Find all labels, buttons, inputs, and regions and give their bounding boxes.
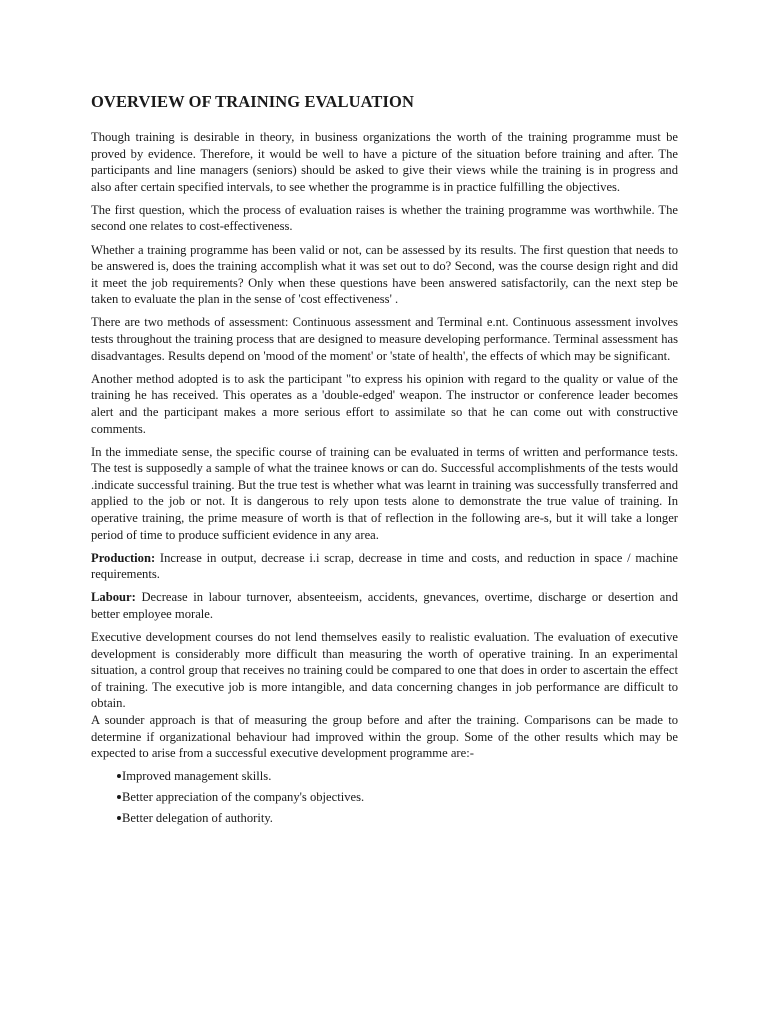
- labour-label: Labour:: [91, 590, 136, 605]
- paragraph-first-question: The first question, which the process of evaluation raises is whether the training programme was worthwhile. The second one relates to cost-effectiveness.: [91, 202, 678, 234]
- paragraph-intro: Though training is desirable in theory, in business organizations the worth of the training programme must be proved by evidence. Therefore, it would be well to have a picture of the situation before training and after. The participants and line managers (seniors) should be asked to give their views while the training is in progress and also after certain specified intervals, to see whether the programme is in practice fulfilling the objectives.: [91, 130, 678, 194]
- production-text: Increase in output, decrease i.i scrap, decrease in time and costs, and reduction in space / machine requirements.: [91, 550, 678, 582]
- bullet-item: [117, 789, 678, 806]
- bullet-icon: [117, 816, 121, 820]
- paragraph-production: [91, 550, 678, 583]
- bullet-text: Improved management skills.: [122, 769, 272, 784]
- labour-text: Decrease in labour turnover, absenteeism, accidents, gnevances, overtime, discharge or desertion and better employee morale.: [91, 590, 678, 621]
- paragraph-immediate-sense: In the immediate sense, the specific course of training can be evaluated in terms of written and performance tests. The test is supposedly a sample of what the trainee knows or can do. Successful accomplishments of the tests would .indicate successful training. But the true test is whether what was learnt in training was successfully transferred and applied to the job or not. It is dangerous to rely upon tests alone to demonstrate the true value of training. In operative training, the prime measure of worth is that of reflection in the following are-s, but it will take a longer period of time to produce sufficient evidence in any area.: [91, 444, 678, 542]
- paragraph-validity: Whether a training programme has been valid or not, can be assessed by its results. The first question that needs to be answered is, does the training accomplish what it was set out to do? Second, was the course design right and did it meet the job requirements? Only when these questions have been answered satisfactorily, can the next step be taken to evaluate the plan in the sense of 'cost effectiveness' .: [91, 242, 678, 307]
- bullet-text: Better delegation of authority.: [122, 810, 273, 825]
- paragraph-sounder-approach: A sounder approach is that of measuring the group before and after the training. Comparisons can be made to determine if organizational behaviour had improved within the group. Some of the other results which may be expected to arise from a successful executive development programme are:-: [91, 713, 678, 761]
- results-bullet-list: [91, 768, 678, 826]
- document-content: [91, 92, 678, 831]
- paragraph-executive-development: Executive development courses do not lend themselves easily to realistic evaluation. The evaluation of executive development is considerably more difficult than measuring the worth of operative training. In an experimental situation, a control group that receives no training could be compared to one that does in order to ascertain the effect of training. The executive job is more intangible, and data concerning changes in job performance are difficult to obtain.: [91, 630, 678, 711]
- document-title: OVERVIEW OF TRAINING EVALUATION: [91, 92, 414, 111]
- bullet-item: [117, 768, 678, 785]
- bullet-text: Better appreciation of the company's objectives.: [122, 790, 365, 805]
- bullet-item: [117, 810, 678, 827]
- paragraph-assessment-methods: There are two methods of assessment: Continuous assessment and Terminal e.nt. Continuous assessment involves tests throughout the training process that are designed to measure developing performance. Terminal assessment has disadvantages. Results depend on 'mood of the moment' or 'state of health', the effects of which may be significant.: [91, 315, 678, 363]
- production-label: Production:: [91, 550, 156, 565]
- bullet-icon: [117, 774, 121, 778]
- paragraph-participant-opinion: Another method adopted is to ask the participant "to express his opinion with regard to the quality or value of the training he has received. This operates as a 'double-edged' weapon. The instructor or conference leader becomes alert and the participant makes a more serious effort to assimilate so that he can come out with constructive comments.: [91, 371, 678, 436]
- paragraph-labour: [91, 589, 678, 622]
- bullet-icon: [117, 795, 121, 799]
